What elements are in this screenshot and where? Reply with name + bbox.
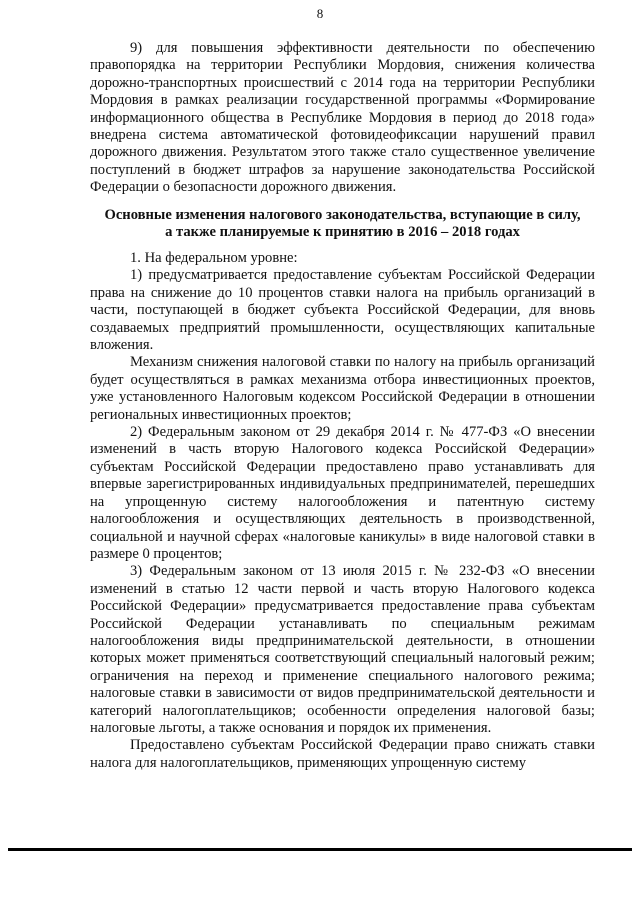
footer-rule	[8, 848, 632, 851]
section-heading-line-2: а также планируемые к принятию в 2016 – 2018 годах	[165, 224, 520, 241]
section-heading	[90, 207, 595, 242]
intro-section	[90, 40, 595, 197]
paragraph-item-1: 1) предусматривается предоставление субъектам Российской Федерации права на снижение до 10 процентов ставки налога на прибыль организаций в части, поступающей в бюджет субъекта Российской Федерации, для вновь создаваемых предприятий промышленности, осуществляющих капитальные вложения.	[90, 267, 595, 354]
page-number: 8	[316, 6, 324, 21]
paragraph-item-3: 3) Федеральным законом от 13 июля 2015 г. № 232-ФЗ «О внесении изменений в статью 12 части первой и часть вторую Налогового кодекса Российской Федерации» предусматривается предоставление права субъектам Российской Федерации устанавливать по специальным режимам налогообложения виды предпринимательской деятельности, в отношении которых может применяться соответствующий специальный налоговый режим; ограничения на переход и применение специального налогового режима; налоговые ставки в зависимости от видов предпринимательской деятельности и категорий налогоплательщиков; особенности определения налоговой базы; налоговые льготы, а также основания и порядок их применения.	[90, 563, 595, 736]
section-heading-line-1: Основные изменения налогового законодательства, вступающие в силу,	[104, 207, 581, 223]
main-section	[90, 250, 595, 772]
paragraph-item-2: 2) Федеральным законом от 29 декабря 2014 г. № 477-ФЗ «О внесении изменений в часть вторую Налогового кодекса Российской Федерации» субъектам Российской Федерации предоставлено право устанавливать для впервые зарегистрированных индивидуальных предпринимателей, перешедших на упрощенную систему налогообложения и патентную систему налогообложения и осуществляющих деятельность в производственной, социальной и научной сферах «налоговые каникулы» в виде налоговой ставки в размере 0 процентов;	[90, 424, 595, 562]
paragraph-mechanism: Механизм снижения налоговой ставки по налогу на прибыль организаций будет осуществляться в рамках механизма отбора инвестиционных проектов, уже установленного Налоговым кодексом Российской Федерации в отношении региональных инвестиционных проектов;	[90, 354, 595, 423]
paragraph-last: Предоставлено субъектам Российской Федерации право снижать ставки налога для налогоплательщиков, применяющих упрощенную систему	[90, 737, 595, 771]
federal-level-label: 1. На федеральном уровне:	[130, 250, 298, 266]
paragraph-item-9: 9) для повышения эффективности деятельности по обеспечению правопорядка на территории Республики Мордовия, снижения количества дорожно-транспортных происшествий с 2014 года на территории Республики Мордовия в рамках реализации государственной программы «Формирование информационного общества в Республике Мордовия в период до 2018 года» внедрена система автоматической фотовидеофиксации нарушений правил дорожного движения. Результатом этого также стало существенное увеличение поступлений в бюджет штрафов за нарушение законодательства Российской Федерации о безопасности дорожного движения.	[90, 40, 595, 196]
